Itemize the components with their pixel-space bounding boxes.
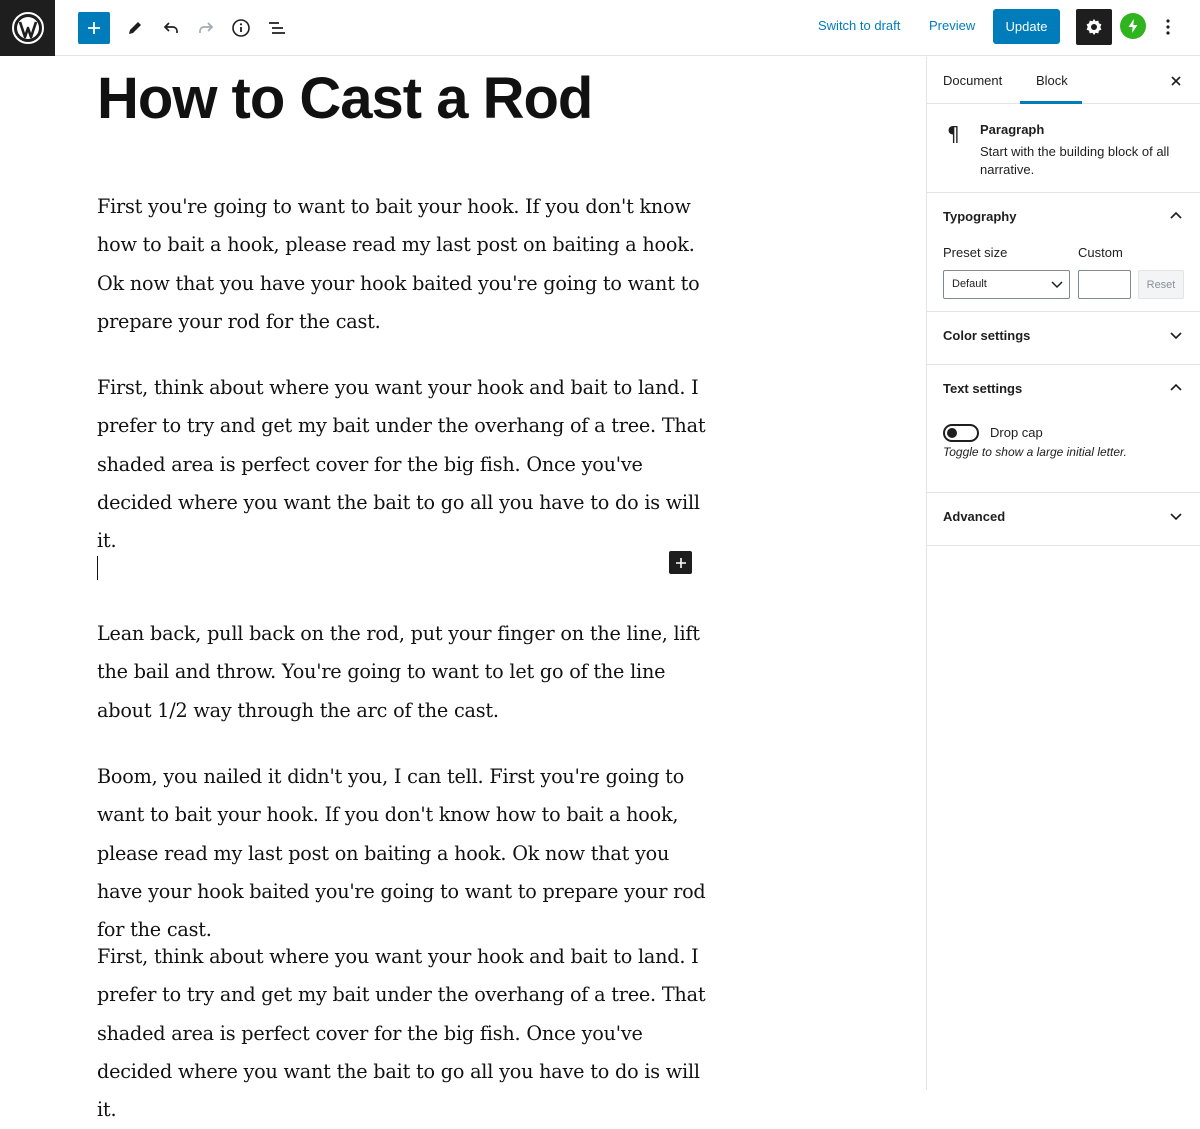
paragraph-block[interactable]: Lean back, pull back on the rod, put your finger on the line, lift the bail and throw. You're going to want to let go of the line about 1/2 way through the arc of the cast.: [97, 622, 700, 722]
text-settings-toggle[interactable]: [927, 365, 1200, 412]
gear-icon: [1084, 17, 1104, 37]
info-icon: [231, 18, 251, 38]
chevron-down-icon: [1050, 277, 1064, 291]
panel-title: Advanced: [943, 509, 1006, 524]
settings-sidebar: [926, 57, 1200, 1090]
chevron-up-icon: [1168, 380, 1184, 396]
chevron-down-icon: [1168, 508, 1184, 524]
advanced-panel: [927, 493, 1200, 546]
details-button[interactable]: [225, 12, 257, 44]
empty-paragraph-caret[interactable]: [97, 556, 98, 580]
paragraph-block[interactable]: Boom, you nailed it didn't you, I can tell. First you're going to want to bait your hook. If you don't know how to bait a hook, please read my last post on baiting a hook. Ok now that you have your hook baited you're going to want to prepare your rod for the cast.: [97, 765, 706, 942]
tools-button[interactable]: [119, 12, 151, 44]
sidebar-tabs: [927, 57, 1200, 104]
redo-button[interactable]: [190, 12, 222, 44]
list-view-button[interactable]: [261, 12, 293, 44]
pencil-icon: [125, 18, 145, 38]
preset-size-value: Default: [952, 278, 987, 290]
custom-size-input[interactable]: [1078, 270, 1131, 299]
undo-icon: [161, 18, 181, 38]
preset-size-label: Preset size: [943, 245, 1008, 260]
editor-toolbar: [0, 0, 1200, 56]
paragraph-icon: ¶: [947, 122, 960, 146]
paragraph-block[interactable]: First, think about where you want your hook and bait to land. I prefer to try and get my bait under the overhang of a tree. That shaded area is perfect cover for the big fish. Once you've decided where you want the bait to go all you have to do is will it.: [97, 945, 706, 1122]
preset-size-select[interactable]: [943, 270, 1070, 299]
advanced-toggle[interactable]: [927, 493, 1200, 540]
post-title[interactable]: How to Cast a Rod: [97, 66, 593, 131]
block-name: Paragraph: [980, 122, 1045, 137]
drop-cap-toggle[interactable]: [943, 424, 979, 442]
add-block-button[interactable]: [669, 551, 692, 574]
settings-button[interactable]: [1076, 9, 1112, 45]
chevron-up-icon: [1168, 208, 1184, 224]
block-card: [927, 104, 1200, 193]
list-view-icon: [266, 18, 288, 38]
tab-document[interactable]: Document: [943, 57, 1002, 104]
panel-title: Typography: [943, 209, 1017, 224]
drop-cap-help: Toggle to show a large initial letter.: [943, 445, 1127, 459]
more-options-button[interactable]: [1156, 14, 1180, 40]
plus-icon: [675, 557, 687, 569]
wordpress-logo[interactable]: [0, 0, 55, 56]
reset-button[interactable]: Reset: [1138, 270, 1184, 299]
close-icon: [1170, 75, 1182, 87]
jetpack-icon: [1125, 18, 1141, 34]
drop-cap-label: Drop cap: [990, 425, 1043, 440]
paragraph-block[interactable]: First you're going to want to bait your hook. If you don't know how to bait a hook, please read my last post on baiting a hook. Ok now that you have your hook baited you're going to want to prepare your rod for the cast.: [97, 195, 700, 333]
custom-size-label: Custom: [1078, 245, 1123, 260]
tab-block[interactable]: Block: [1036, 57, 1068, 104]
block-inserter-button[interactable]: [78, 12, 110, 44]
panel-title: Text settings: [943, 381, 1023, 396]
color-settings-panel: [927, 312, 1200, 365]
jetpack-button[interactable]: [1120, 13, 1146, 39]
toggle-knob: [947, 428, 957, 438]
block-description: Start with the building block of all narrative.: [980, 144, 1170, 177]
panel-title: Color settings: [943, 328, 1031, 343]
text-settings-panel: [927, 365, 1200, 493]
editor-canvas: [0, 57, 926, 1122]
chevron-down-icon: [1168, 327, 1184, 343]
paragraph-block[interactable]: First, think about where you want your hook and bait to land. I prefer to try and get my bait under the overhang of a tree. That shaded area is perfect cover for the big fish. Once you've decided where you want the bait to go all you have to do is will it.: [97, 376, 706, 553]
wordpress-icon: [11, 11, 45, 45]
plus-icon: [86, 20, 102, 36]
more-vertical-icon: [1165, 18, 1171, 36]
typography-controls: [927, 245, 1200, 311]
update-button[interactable]: Update: [993, 9, 1060, 44]
typography-toggle[interactable]: [927, 193, 1200, 240]
preview-link[interactable]: Preview: [929, 18, 976, 33]
typography-panel: [927, 193, 1200, 312]
redo-icon: [196, 18, 216, 38]
switch-to-draft-link[interactable]: Switch to draft: [818, 18, 901, 33]
undo-button[interactable]: [155, 12, 187, 44]
text-settings-controls: [927, 417, 1200, 492]
close-sidebar-button[interactable]: [1166, 71, 1186, 91]
color-settings-toggle[interactable]: [927, 312, 1200, 359]
